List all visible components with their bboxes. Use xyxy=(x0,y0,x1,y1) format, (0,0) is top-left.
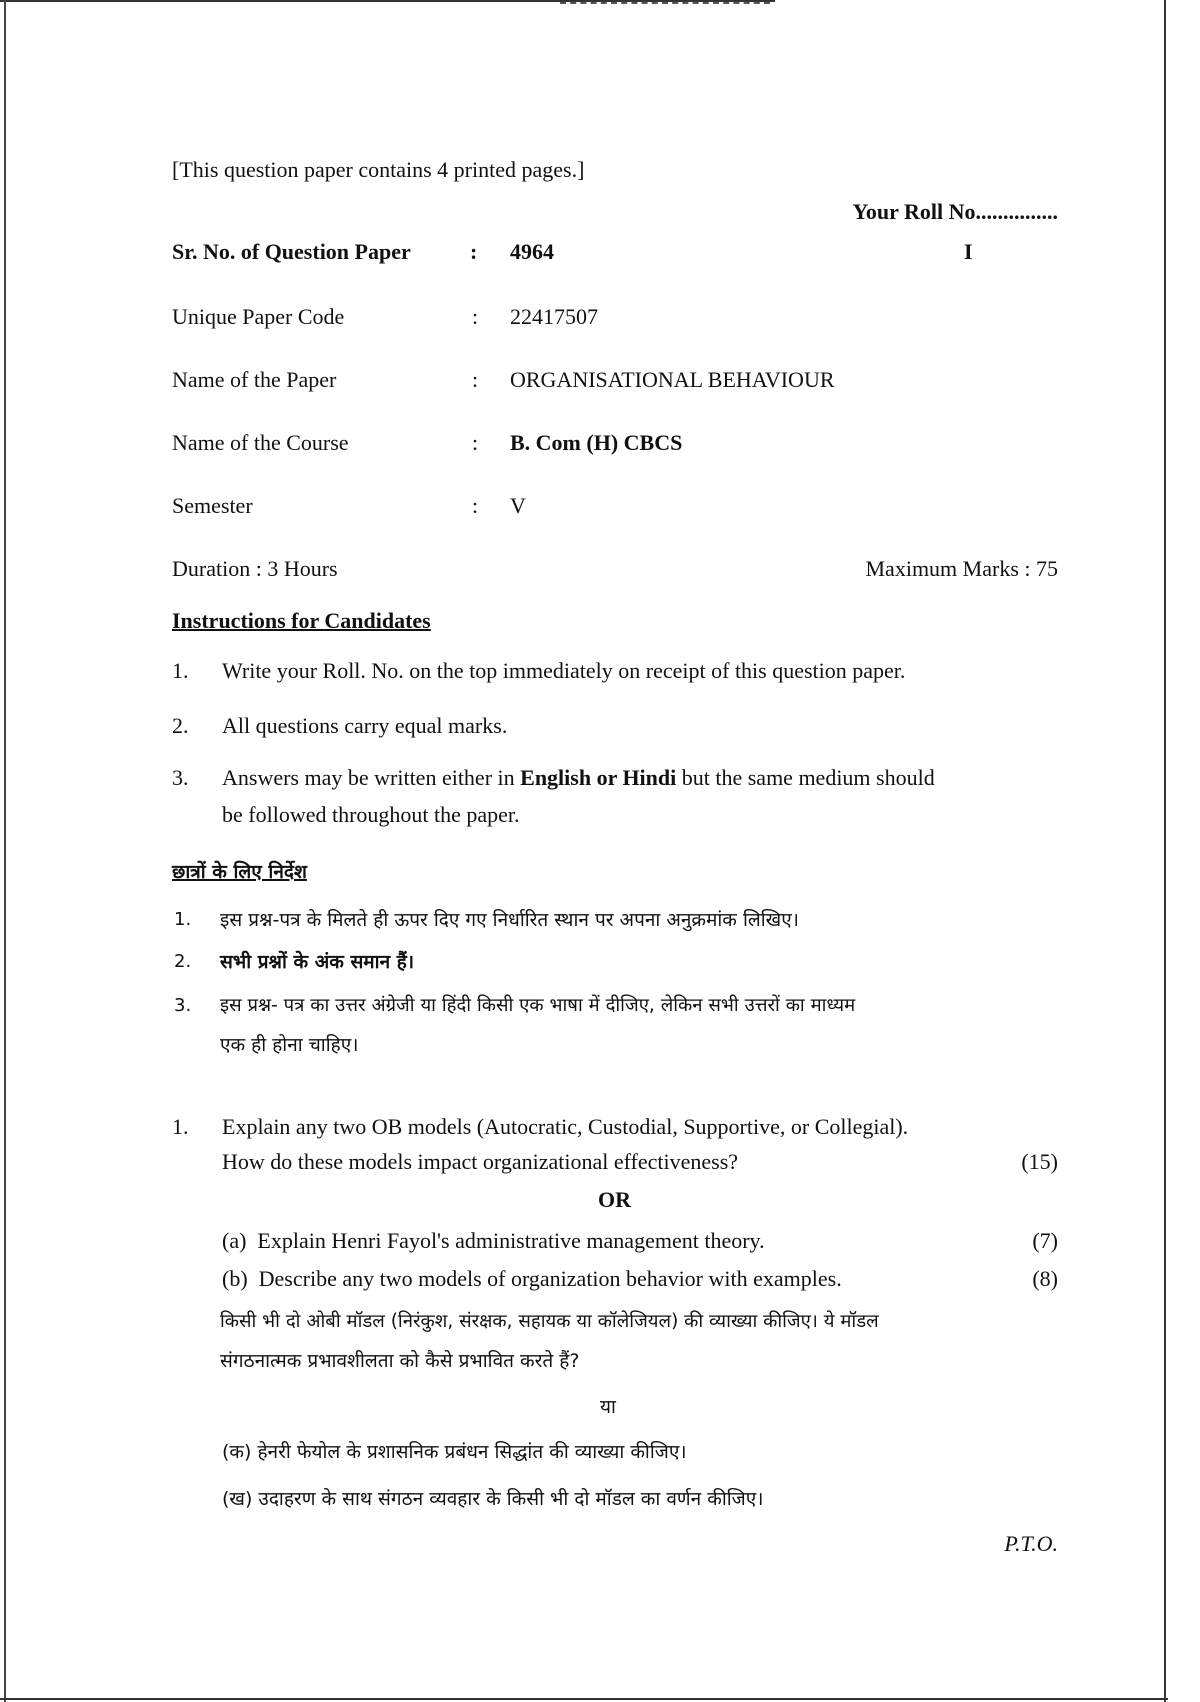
instruction-en-3 xyxy=(222,764,935,792)
header-mark: I xyxy=(964,239,973,264)
roll-number-field: Your Roll No............... xyxy=(852,199,1058,224)
question-1b-text: Describe any two models of organization behavior with examples. xyxy=(258,1266,842,1291)
instructions-heading-hi: छात्रों के लिए निर्देश xyxy=(172,861,307,883)
question-1-hi-b: (ख) उदाहरण के साथ संगठन व्यवहार के किसी भी दो मॉडल का वर्णन कीजिए। xyxy=(222,1488,764,1510)
instruction-en-3-post: but the same medium should xyxy=(676,765,935,790)
detail-sep-sr-no: : xyxy=(470,239,478,264)
question-1-hi-a: (क) हेनरी फेयोल के प्रशासनिक प्रबंधन सिद्धांत की व्याख्या कीजिए। xyxy=(222,1441,687,1463)
instructions-heading-en: Instructions for Candidates xyxy=(172,608,431,633)
detail-label-course: Name of the Course xyxy=(172,430,349,455)
detail-value-semester: V xyxy=(510,493,526,518)
question-1a-text: Explain Henri Fayol's administrative management theory. xyxy=(257,1228,765,1253)
detail-label-semester: Semester xyxy=(172,493,253,518)
detail-sep-semester: : xyxy=(472,493,479,518)
scan-edge-left xyxy=(4,0,6,1702)
instruction-hi-3-line2: एक ही होना चाहिए। xyxy=(220,1034,359,1056)
detail-value-paper-code: 22417507 xyxy=(510,304,598,329)
question-1-line2: How do these models impact organizational effectiveness? xyxy=(222,1149,739,1174)
instruction-hi-1: इस प्रश्न-पत्र के मिलते ही ऊपर दिए गए निर्धारित स्थान पर अपना अनुक्रमांक लिखिए। xyxy=(220,909,799,931)
question-1-marks: (15) xyxy=(1021,1149,1058,1174)
detail-sep-paper-code: : xyxy=(472,304,479,329)
instruction-en-3-pre: Answers may be written either in xyxy=(222,765,521,790)
question-1a-marks: (7) xyxy=(1032,1228,1058,1253)
question-1-or: OR xyxy=(598,1187,631,1212)
scan-edge-right xyxy=(1164,0,1166,1702)
detail-value-paper-name: ORGANISATIONAL BEHAVIOUR xyxy=(510,367,835,392)
detail-label-paper-code: Unique Paper Code xyxy=(172,304,345,329)
detail-sep-paper-name: : xyxy=(472,367,479,392)
page-turn-over: P.T.O. xyxy=(1004,1531,1058,1556)
instruction-en-3-line2: be followed throughout the paper. xyxy=(222,802,520,827)
maximum-marks: Maximum Marks : 75 xyxy=(865,556,1058,581)
detail-value-sr-no: 4964 xyxy=(510,239,554,264)
question-1-hi-line1: किसी भी दो ओबी मॉडल (निरंकुश, संरक्षक, सहायक या कॉलेजियल) की व्याख्या कीजिए। ये मॉडल xyxy=(220,1311,879,1332)
detail-sep-course: : xyxy=(472,430,479,455)
instruction-hi-3-line1: इस प्रश्न- पत्र का उत्तर अंग्रेजी या हिंदी किसी एक भाषा में दीजिए, लेकिन सभी उत्तरों का माध्यम xyxy=(220,995,856,1016)
instruction-hi-2: सभी प्रश्नों के अंक समान हैं। xyxy=(220,951,415,973)
detail-label-sr-no: Sr. No. of Question Paper xyxy=(172,239,411,264)
question-1-num: 1. xyxy=(172,1114,189,1139)
question-1b-marks: (8) xyxy=(1032,1266,1058,1291)
question-1a-label: (a) xyxy=(222,1228,247,1253)
pages-note: [This question paper contains 4 printed pages.] xyxy=(172,157,585,182)
instruction-en-3-bold: English or Hindi xyxy=(520,765,677,790)
detail-label-paper-name: Name of the Paper xyxy=(172,367,337,392)
scan-edge-top-dashed xyxy=(560,2,770,4)
question-1b-label: (b) xyxy=(222,1266,248,1291)
question-1b xyxy=(222,1265,842,1293)
instruction-en-3-num: 3. xyxy=(172,765,189,790)
question-1-line1: Explain any two OB models (Autocratic, Custodial, Supportive, or Collegial). xyxy=(222,1114,909,1139)
instruction-hi-3-num: 3. xyxy=(174,995,192,1016)
instruction-en-1-num: 1. xyxy=(172,658,189,683)
instruction-en-1: Write your Roll. No. on the top immediately on receipt of this question paper. xyxy=(222,658,906,683)
instruction-hi-2-num: 2. xyxy=(174,951,192,972)
instruction-en-2-num: 2. xyxy=(172,713,189,738)
duration: Duration : 3 Hours xyxy=(172,556,338,581)
scan-edge-bottom xyxy=(0,1698,1168,1700)
detail-value-course: B. Com (H) CBCS xyxy=(510,430,683,455)
question-1a xyxy=(222,1227,765,1255)
question-1-hi-or: या xyxy=(600,1396,616,1418)
instruction-en-2: All questions carry equal marks. xyxy=(222,713,508,738)
instruction-hi-1-num: 1. xyxy=(174,909,192,930)
question-1-hi-line2: संगठनात्मक प्रभावशीलता को कैसे प्रभावित करते हैं? xyxy=(220,1350,580,1372)
